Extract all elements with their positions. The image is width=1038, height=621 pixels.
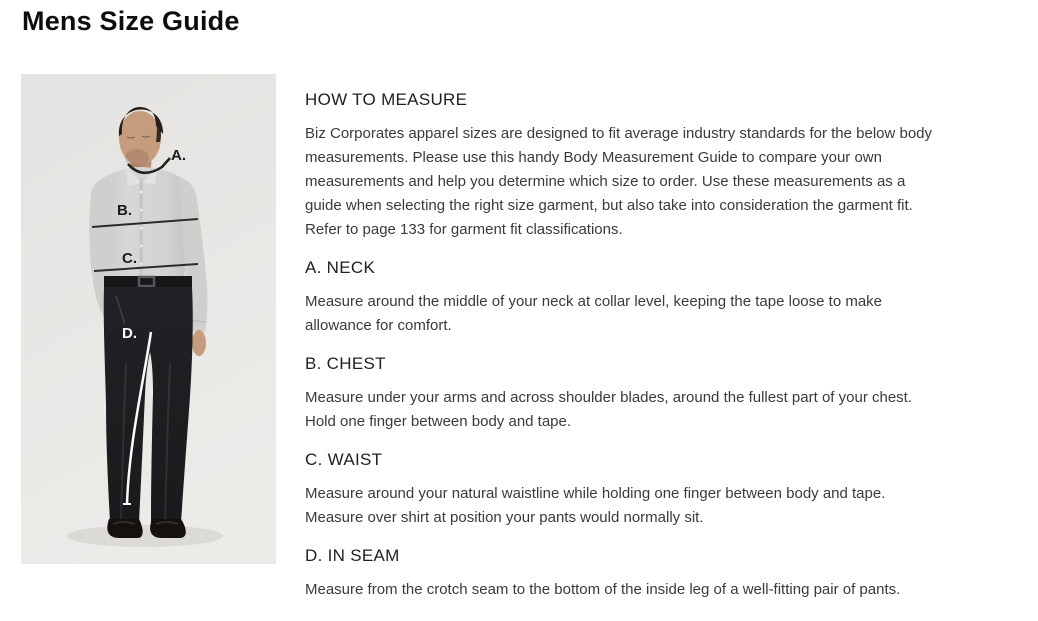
measurement-guide-photo <box>21 74 276 564</box>
floor-shadow <box>67 525 223 547</box>
neck-heading: A. NECK <box>305 258 376 277</box>
marker-d-label: D. <box>122 325 137 342</box>
neck-body: Measure around the middle of your neck at collar level, keeping the tape loose to make allowance for comfort. <box>305 293 883 334</box>
marker-c-label: C. <box>122 250 137 267</box>
measure-instructions-column <box>305 89 941 617</box>
inseam-section <box>305 545 941 602</box>
how-to-measure-heading: HOW TO MEASURE <box>305 90 468 109</box>
chest-body: Measure under your arms and across shoulder blades, around the fullest part of your chest. Hold one finger between body and tape. <box>305 389 912 430</box>
shirt-placket <box>140 178 144 281</box>
neck-section <box>305 257 941 338</box>
marker-a-label: A. <box>171 147 186 164</box>
page-title: Mens Size Guide <box>22 6 240 36</box>
how-to-measure-section <box>305 89 941 242</box>
marker-b-label: B. <box>117 202 132 219</box>
chest-heading: B. CHEST <box>305 354 386 373</box>
waist-heading: C. WAIST <box>305 450 383 469</box>
measurement-figure-illustration <box>21 74 276 564</box>
waist-section <box>305 449 941 530</box>
inseam-heading: D. IN SEAM <box>305 546 400 565</box>
inseam-body: Measure from the crotch seam to the bottom of the inside leg of a well-fitting pair of pants. <box>305 581 901 598</box>
right-hand <box>192 330 206 356</box>
how-to-measure-body: Biz Corporates apparel sizes are designed to fit average industry standards for the below body measurements. Please use this handy Body Measurement Guide to compare your own measurements and help you determine which size to order. Use these measurements as a guide when selecting the right size garment, but also take into consideration the garment fit. Refer to page 133 for garment fit classifications. <box>305 125 933 238</box>
waist-body: Measure around your natural waistline while holding one finger between body and tape. Measure over shirt at position your pants would normally sit. <box>305 485 886 526</box>
chest-section <box>305 353 941 434</box>
